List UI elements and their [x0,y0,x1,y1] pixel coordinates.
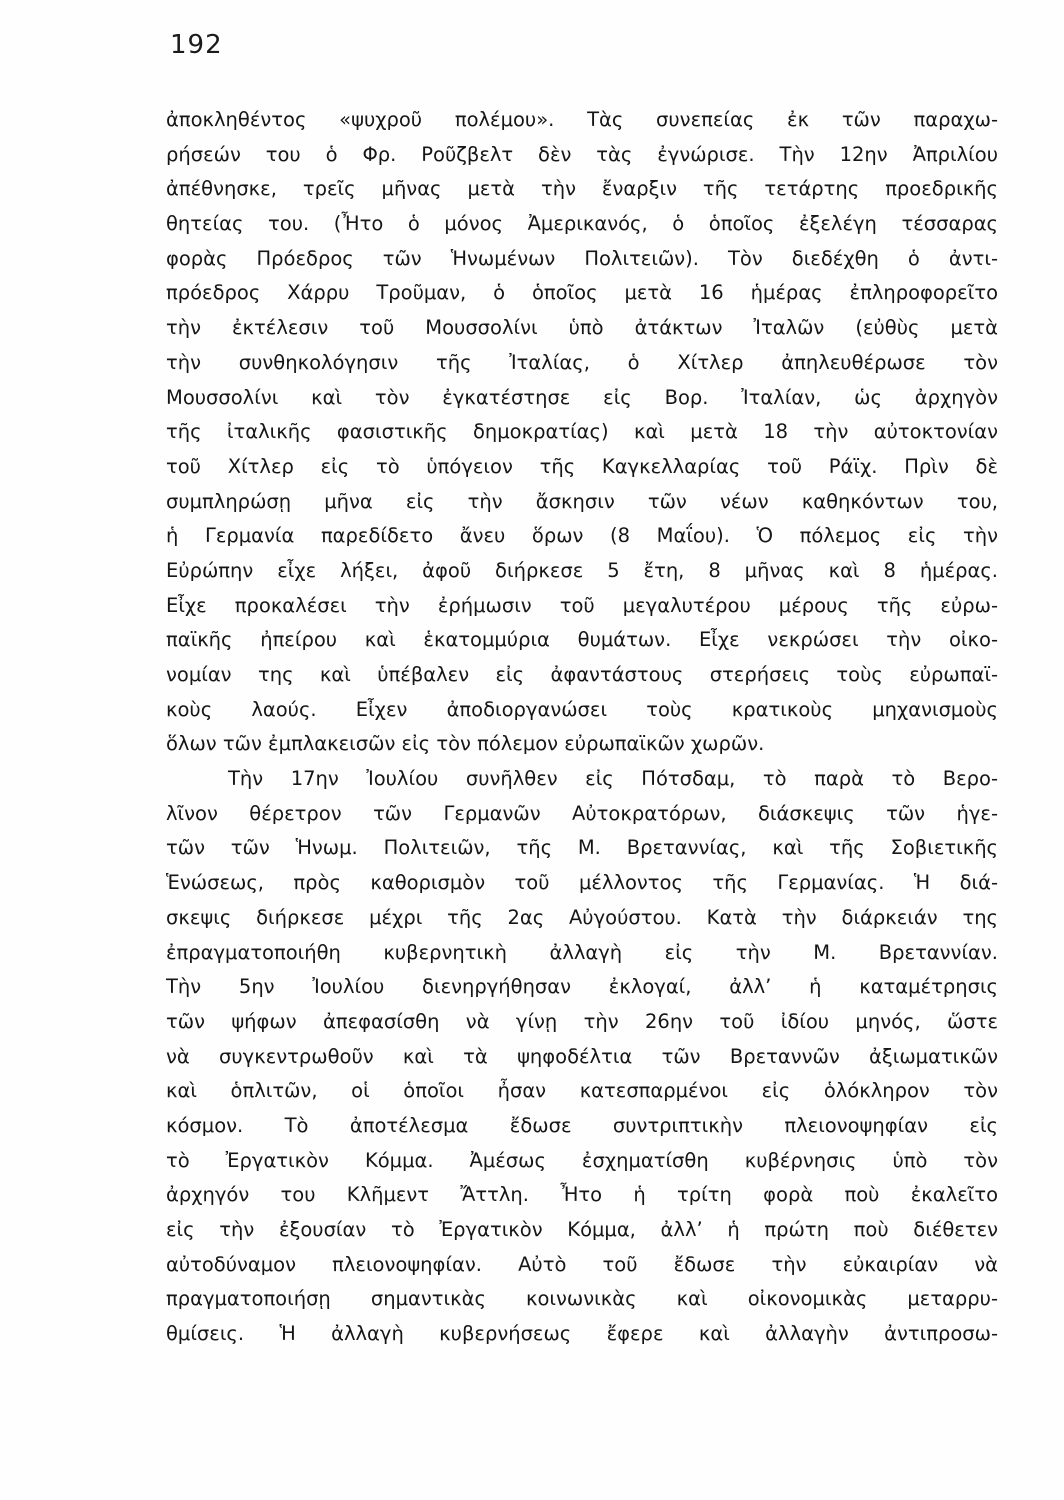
text-line: αὐτοδύναμον πλειονοψηφίαν. Αὐτὸ τοῦ ἔδωσε τὴν εὐκαιρίαν νὰ [166,1252,998,1276]
text-line: ἀπέθνησκε, τρεῖς μῆνας μετὰ τὴν ἔναρξιν τῆς τετάρτης προεδρικῆς [166,177,998,201]
text-line: κοὺς λαούς. Εἶχεν ἀποδιοργανώσει τοὺς κρατικοὺς μηχανισμοὺς [166,697,998,721]
text-line: νὰ συγκεντρωθοῦν καὶ τὰ ψηφοδέλτια τῶν Βρεταννῶν ἀξιωματικῶν [166,1044,998,1068]
text-line: ρήσεών του ὁ Φρ. Ροῦζβελτ δὲν τὰς ἐγνώρισε. Τὴν 12ην Ἀπριλίου [166,142,998,166]
text-line: συμπληρώσῃ μῆνα εἰς τὴν ἄσκησιν τῶν νέων καθηκόντων του, [166,489,998,513]
text-line: εἰς τὴν ἐξουσίαν τὸ Ἐργατικὸν Κόμμα, ἀλλ’ ἡ πρώτη ποὺ διέθετεν [166,1218,998,1241]
text-line: Μουσσολίνι καὶ τὸν ἐγκατέστησε εἰς Βορ. Ἰταλίαν, ὡς ἀρχηγὸν [166,385,998,409]
text-line: τῶν ψήφων ἀπεφασίσθη νὰ γίνῃ τὴν 26ην τοῦ ἰδίου μηνός, ὥστε [166,1009,998,1033]
text-line: παϊκῆς ἠπείρου καὶ ἑκατομμύρια θυμάτων. Εἶχε νεκρώσει τὴν οἰκο- [166,628,998,652]
text-line: κόσμον. Τὸ ἀποτέλεσμα ἔδωσε συντριπτικὴν πλειονοψηφίαν εἰς [166,1113,998,1137]
text-line: Εἶχε προκαλέσει τὴν ἐρήμωσιν τοῦ μεγαλυτέρου μέρους τῆς εὐρω- [166,593,998,617]
text-line: ἀρχηγόν του Κλῆμεντ Ἄττλη. Ἦτο ἡ τρίτη φορὰ ποὺ ἐκαλεῖτο [166,1183,998,1207]
text-line: Ἑνώσεως, πρὸς καθορισμὸν τοῦ μέλλοντος τῆς Γερμανίας. Ἡ διά- [166,871,998,895]
text-line: τῶν τῶν Ἡνωμ. Πολιτειῶν, τῆς Μ. Βρεταννίας, καὶ τῆς Σοβιετικῆς [166,836,998,860]
text-line: τὴν συνθηκολόγησιν τῆς Ἰταλίας, ὁ Χίτλερ ἀπηλευθέρωσε τὸν [166,350,998,374]
text-line: σκεψις διήρκεσε μέχρι τῆς 2ας Αὐγούστου. Κατὰ τὴν διάρκειάν της [166,905,998,929]
text-line: πρόεδρος Χάρρυ Τροῦμαν, ὁ ὁποῖος μετὰ 16 ἡμέρας ἐπληροφορεῖτο [166,281,998,305]
text-line: Τὴν 5ην Ἰουλίου διενηργήθησαν ἐκλογαί, ἀλλ’ ἡ καταμέτρησις [166,975,998,999]
text-line: λῖνον θέρετρον τῶν Γερμανῶν Αὐτοκρατόρων, διάσκεψις τῶν ἡγε- [166,801,998,825]
text-line: τοῦ Χίτλερ εἰς τὸ ὑπόγειον τῆς Καγκελλαρίας τοῦ Ράϊχ. Πρὶν δὲ [166,454,998,478]
text-line: ἡ Γερμανία παρεδίδετο ἄνευ ὅρων (8 Μαΐου). Ὁ πόλεμος εἰς τὴν [166,524,998,548]
text-line: ἀποκληθέντος «ψυχροῦ πολέμου». Τὰς συνεπείας ἐκ τῶν παραχω- [166,108,998,131]
text-line: Τὴν 17ην Ἰουλίου συνῆλθεν εἰς Πότσδαμ, τὸ παρὰ τὸ Βερο- [228,767,998,791]
text-line: τὴν ἐκτέλεσιν τοῦ Μουσσολίνι ὑπὸ ἀτάκτων Ἰταλῶν (εὐθὺς μετὰ [166,316,998,340]
body-text [166,103,998,1352]
text-line: νομίαν της καὶ ὑπέβαλεν εἰς ἀφαντάστους στερήσεις τοὺς εὐρωπαϊ- [166,663,998,686]
text-line: τῆς ἰταλικῆς φασιστικῆς δημοκρατίας) καὶ μετὰ 18 τὴν αὐτοκτονίαν [166,420,998,444]
text-line: τὸ Ἐργατικὸν Κόμμα. Ἀμέσως ἐσχηματίσθη κυβέρνησις ὑπὸ τὸν [166,1148,998,1172]
text-line: καὶ ὁπλιτῶν, οἱ ὁποῖοι ἦσαν κατεσπαρμένοι εἰς ὁλόκληρον τὸν [166,1079,998,1103]
text-line: ἐπραγματοποιήθη κυβερνητικὴ ἀλλαγὴ εἰς τὴν Μ. Βρεταννίαν. [166,940,998,964]
text-line: θμίσεις. Ἡ ἀλλαγὴ κυβερνήσεως ἔφερε καὶ ἀλλαγὴν ἀντιπροσω- [166,1322,998,1346]
text-line: φορὰς Πρόεδρος τῶν Ἡνωμένων Πολιτειῶν). Τὸν διεδέχθη ὁ ἀντι- [166,246,998,270]
text-line: θητείας του. (Ἦτο ὁ μόνος Ἀμερικανός, ὁ ὁποῖος ἐξελέγη τέσσαρας [166,212,998,236]
text-line: Εὐρώπην εἶχε λήξει, ἀφοῦ διήρκεσε 5 ἔτη, 8 μῆνας καὶ 8 ἡμέρας. [166,558,998,582]
page-number: 192 [170,30,223,60]
text-line: ὅλων τῶν ἐμπλακεισῶν εἰς τὸν πόλεμον εὐρωπαϊκῶν χωρῶν. [166,732,765,756]
text-line: πραγματοποιήσῃ σημαντικὰς κοινωνικὰς καὶ οἰκονομικὰς μεταρρυ- [166,1287,998,1311]
